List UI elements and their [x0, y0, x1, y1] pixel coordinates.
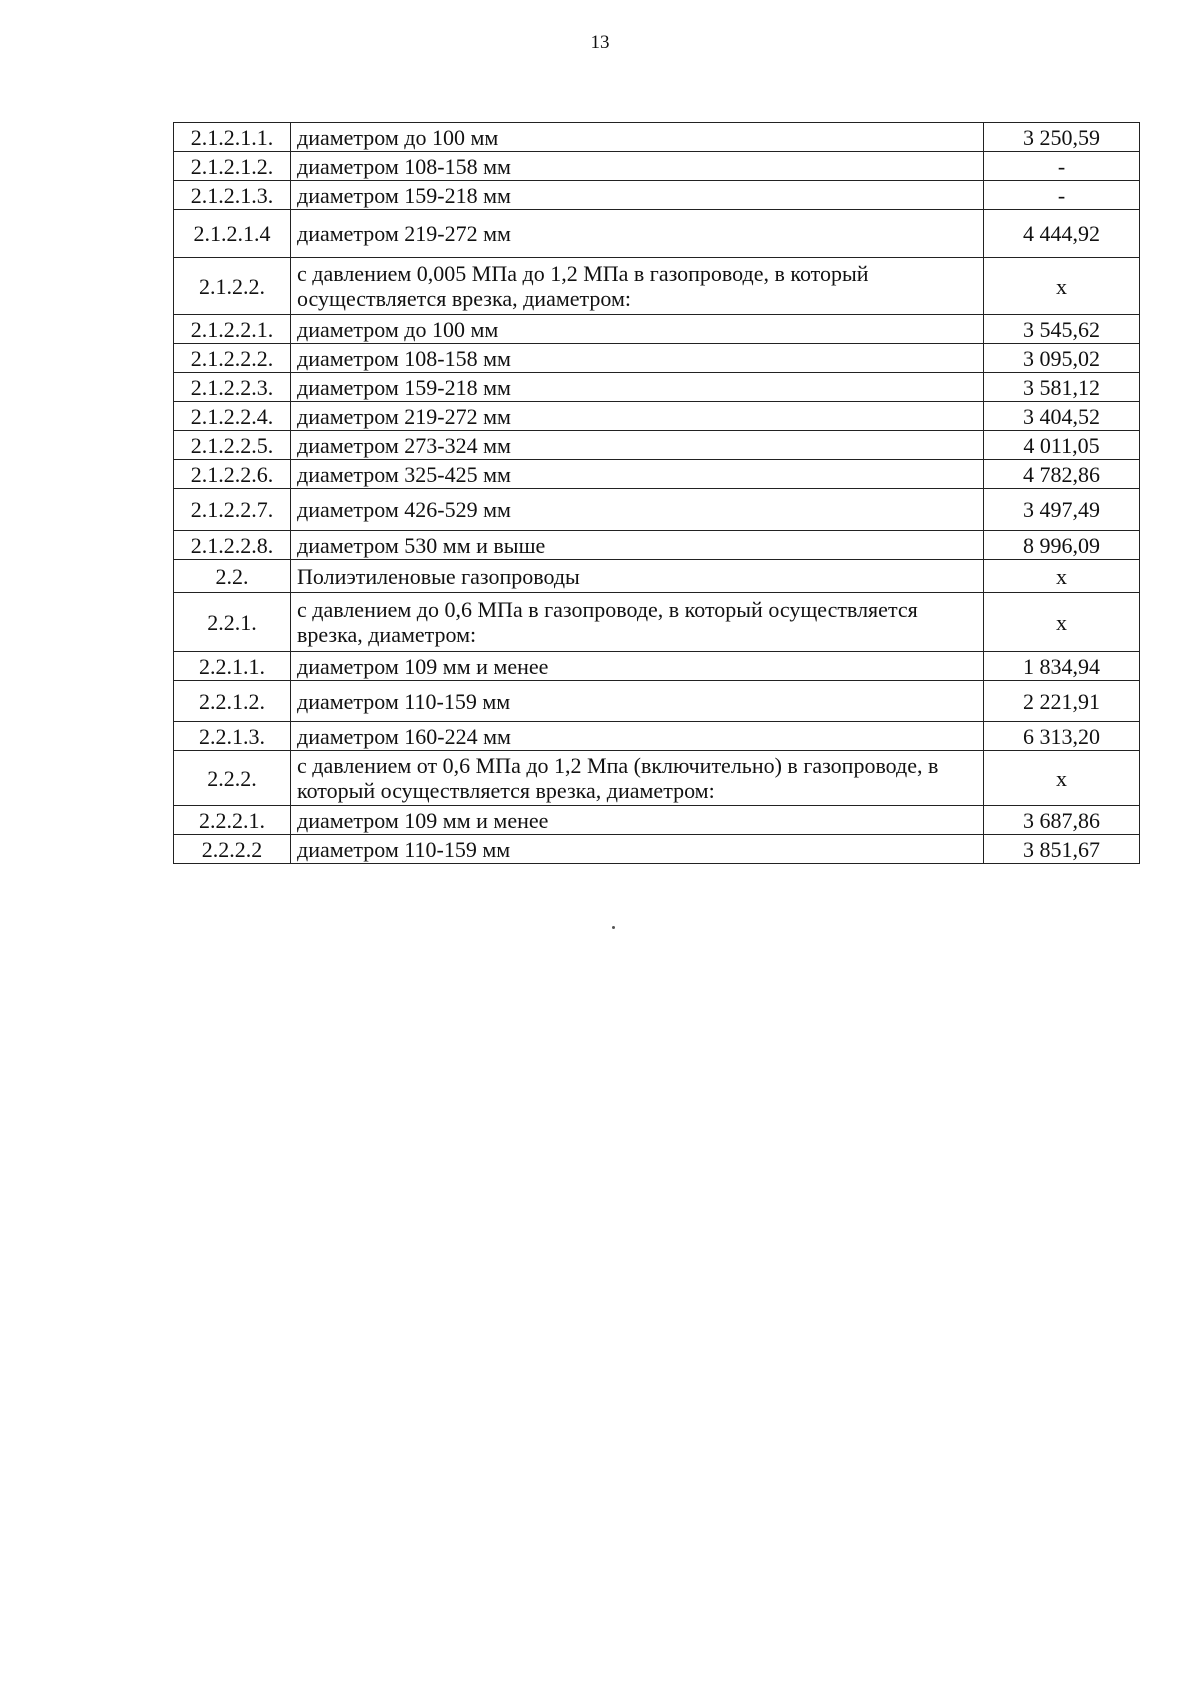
row-description-cell: с давлением до 0,6 МПа в газопроводе, в который осуществляется врезка, диаметром: — [291, 593, 984, 652]
tariff-table — [173, 122, 1140, 864]
row-description-cell: с давлением от 0,6 МПа до 1,2 Мпа (включительно) в газопроводе, в который осуществляется врезка, диаметром: — [291, 751, 984, 806]
row-value-cell: 3 545,62 — [984, 315, 1140, 344]
row-value-cell: - — [984, 181, 1140, 210]
row-value-cell: 3 250,59 — [984, 123, 1140, 152]
row-description-cell: диаметром 159-218 мм — [291, 181, 984, 210]
table-row — [174, 806, 1140, 835]
row-number-cell: 2.2.1.3. — [174, 722, 291, 751]
row-description-cell: диаметром 325-425 мм — [291, 460, 984, 489]
table-row — [174, 315, 1140, 344]
table-row — [174, 722, 1140, 751]
table-row — [174, 181, 1140, 210]
row-value-cell: x — [984, 258, 1140, 315]
row-value-cell: x — [984, 751, 1140, 806]
table-row — [174, 210, 1140, 258]
row-number-cell: 2.2.2. — [174, 751, 291, 806]
row-description-cell: диаметром 426-529 мм — [291, 489, 984, 531]
row-description-cell: диаметром 108-158 мм — [291, 152, 984, 181]
table-row — [174, 152, 1140, 181]
row-description-cell: диаметром 219-272 мм — [291, 402, 984, 431]
table-row — [174, 835, 1140, 864]
row-description-cell: с давлением 0,005 МПа до 1,2 МПа в газопроводе, в который осуществляется врезка, диаметром: — [291, 258, 984, 315]
row-number-cell: 2.1.2.1.4 — [174, 210, 291, 258]
row-description-cell: диаметром 110-159 мм — [291, 681, 984, 722]
row-description-cell: диаметром 159-218 мм — [291, 373, 984, 402]
table-row — [174, 751, 1140, 806]
row-value-cell: 8 996,09 — [984, 531, 1140, 560]
row-description-cell: диаметром 273-324 мм — [291, 431, 984, 460]
table-row — [174, 402, 1140, 431]
row-description-cell: диаметром до 100 мм — [291, 315, 984, 344]
table-row — [174, 489, 1140, 531]
row-number-cell: 2.1.2.2. — [174, 258, 291, 315]
table-row — [174, 373, 1140, 402]
row-number-cell: 2.2.1.1. — [174, 652, 291, 681]
row-value-cell: 3 851,67 — [984, 835, 1140, 864]
row-description-cell: диаметром 109 мм и менее — [291, 652, 984, 681]
row-description-cell: диаметром 110-159 мм — [291, 835, 984, 864]
row-number-cell: 2.2.1. — [174, 593, 291, 652]
table-row — [174, 652, 1140, 681]
row-value-cell: 3 687,86 — [984, 806, 1140, 835]
row-value-cell: 4 444,92 — [984, 210, 1140, 258]
row-value-cell: 3 581,12 — [984, 373, 1140, 402]
row-value-cell: 6 313,20 — [984, 722, 1140, 751]
table-row — [174, 344, 1140, 373]
row-value-cell: - — [984, 152, 1140, 181]
row-description-cell: диаметром 108-158 мм — [291, 344, 984, 373]
row-number-cell: 2.2.2.1. — [174, 806, 291, 835]
row-value-cell: 3 497,49 — [984, 489, 1140, 531]
table-row — [174, 431, 1140, 460]
row-value-cell: 1 834,94 — [984, 652, 1140, 681]
row-number-cell: 2.2. — [174, 560, 291, 593]
row-value-cell: 4 782,86 — [984, 460, 1140, 489]
row-number-cell: 2.2.2.2 — [174, 835, 291, 864]
row-value-cell: 4 011,05 — [984, 431, 1140, 460]
table-row — [174, 560, 1140, 593]
table-row — [174, 123, 1140, 152]
table-row — [174, 460, 1140, 489]
table-row — [174, 593, 1140, 652]
table-row — [174, 258, 1140, 315]
row-description-cell: диаметром 530 мм и выше — [291, 531, 984, 560]
row-value-cell: x — [984, 560, 1140, 593]
row-number-cell: 2.1.2.1.3. — [174, 181, 291, 210]
page-number: 13 — [590, 32, 610, 53]
row-number-cell: 2.1.2.2.6. — [174, 460, 291, 489]
row-description-cell: Полиэтиленовые газопроводы — [291, 560, 984, 593]
row-number-cell: 2.1.2.1.2. — [174, 152, 291, 181]
row-number-cell: 2.1.2.2.2. — [174, 344, 291, 373]
row-value-cell: 2 221,91 — [984, 681, 1140, 722]
tariff-table-body — [174, 123, 1140, 864]
row-number-cell: 2.2.1.2. — [174, 681, 291, 722]
row-number-cell: 2.1.2.2.5. — [174, 431, 291, 460]
scan-speck — [612, 926, 615, 929]
row-number-cell: 2.1.2.1.1. — [174, 123, 291, 152]
row-description-cell: диаметром 219-272 мм — [291, 210, 984, 258]
row-number-cell: 2.1.2.2.4. — [174, 402, 291, 431]
table-row — [174, 531, 1140, 560]
row-description-cell: диаметром до 100 мм — [291, 123, 984, 152]
row-description-cell: диаметром 160-224 мм — [291, 722, 984, 751]
row-number-cell: 2.1.2.2.3. — [174, 373, 291, 402]
row-number-cell: 2.1.2.2.1. — [174, 315, 291, 344]
row-value-cell: 3 404,52 — [984, 402, 1140, 431]
row-value-cell: 3 095,02 — [984, 344, 1140, 373]
row-number-cell: 2.1.2.2.7. — [174, 489, 291, 531]
row-number-cell: 2.1.2.2.8. — [174, 531, 291, 560]
row-value-cell: x — [984, 593, 1140, 652]
table-row — [174, 681, 1140, 722]
row-description-cell: диаметром 109 мм и менее — [291, 806, 984, 835]
